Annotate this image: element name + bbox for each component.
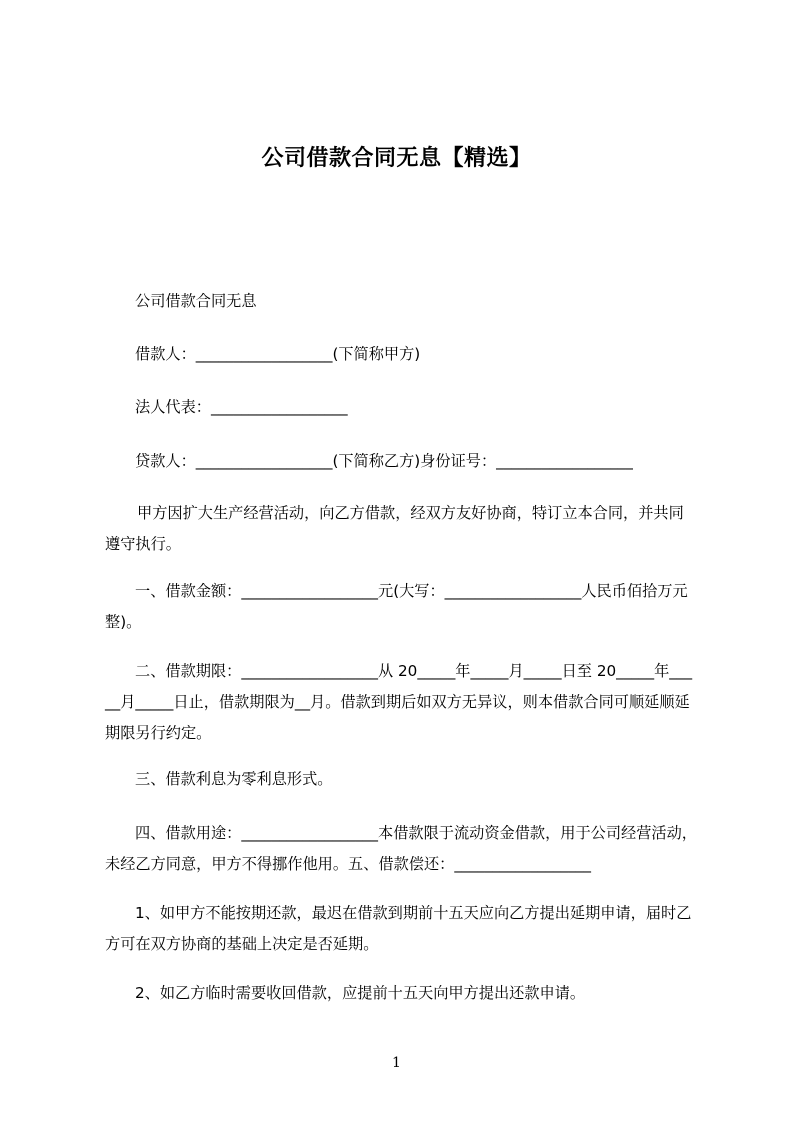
paragraph-interest: 三、借款利息为零利息形式。 <box>135 770 333 788</box>
paragraph-loan-amount: 一、借款金额：__________________元(大写：__________________人民币佰拾万元整)。 <box>105 582 688 631</box>
document-title: 公司借款合同无息【精选】 <box>261 146 532 171</box>
paragraph-repayment-1: 1、如甲方不能按期还款，最迟在借款到期前十五天应向乙方提出延期申请，届时乙方可在双方协商的基础上决定是否延期。 <box>105 904 692 953</box>
paragraph-repayment-2: 2、如乙方临时需要收回借款，应提前十五天向甲方提出还款申请。 <box>135 984 586 1002</box>
paragraph-subtitle: 公司借款合同无息 <box>135 292 257 310</box>
paragraph-loan-term: 二、借款期限：__________________从 20_____年_____月_____日至 20_____年_____月_____日止，借款期限为__月。借款到期后如双方无异议，则本借款合同可顺延顺延期限另行约定。 <box>105 662 693 742</box>
paragraph-preamble: 甲方因扩大生产经营活动，向乙方借款，经双方友好协商，特订立本合同，并共同遵守执行。 <box>105 504 684 553</box>
page-number: 1 <box>392 1055 401 1071</box>
paragraph-borrower: 借款人：__________________(下简称甲方) <box>135 345 421 363</box>
paragraph-lender: 贷款人：__________________(下简称乙方)身份证号：__________________ <box>135 452 633 470</box>
paragraph-legal-representative: 法人代表：__________________ <box>135 398 348 416</box>
paragraph-loan-purpose: 四、借款用途：__________________本借款限于流动资金借款，用于公司经营活动，未经乙方同意，甲方不得挪作他用。五、借款偿还：__________________ <box>105 824 697 873</box>
